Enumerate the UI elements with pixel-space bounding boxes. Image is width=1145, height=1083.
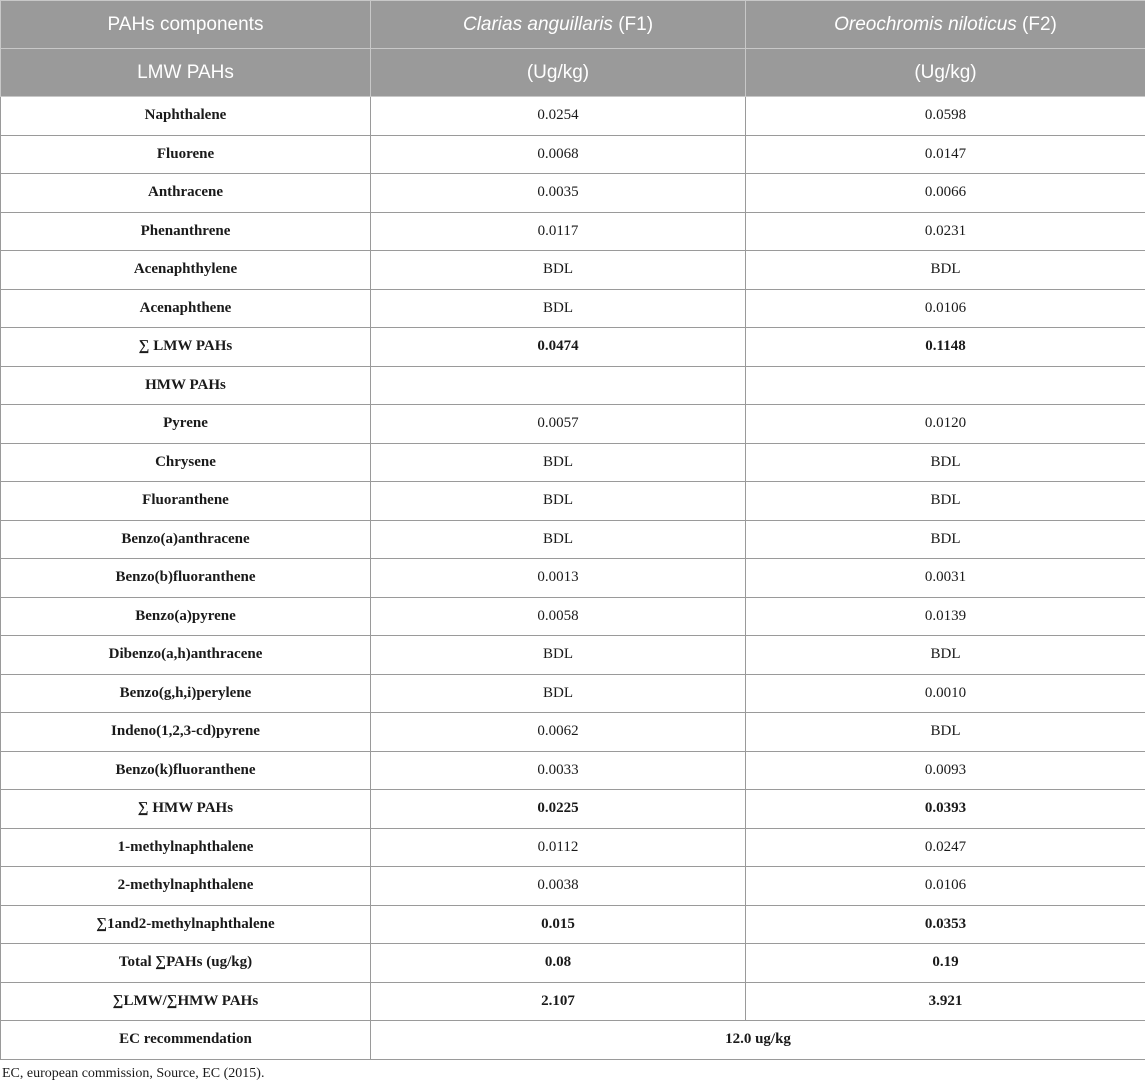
table-row: [1, 135, 1145, 174]
row-label: ∑ HMW PAHs: [1, 790, 371, 829]
row-value-f2: BDL: [746, 713, 1145, 752]
table-row: [1, 405, 1145, 444]
row-value-f2: 0.0247: [746, 828, 1145, 867]
row-label: Fluoranthene: [1, 482, 371, 521]
header-f1-species: Clarias anguillaris: [462, 13, 613, 35]
row-value-f2: 0.0147: [746, 135, 1145, 174]
row-value-f2: 0.0139: [746, 597, 1145, 636]
row-value-f2: 0.0066: [746, 174, 1145, 213]
table-row: [1, 482, 1145, 521]
row-label: Total ∑PAHs (ug/kg): [1, 944, 371, 983]
row-value-f1: 0.0068: [371, 135, 746, 174]
row-value-f1: 0.0254: [371, 97, 746, 136]
row-value-f2: 0.0031: [746, 559, 1145, 598]
table-row: [1, 905, 1145, 944]
row-label: ∑1and2-methylnaphthalene: [1, 905, 371, 944]
row-value-f1: 0.08: [371, 944, 746, 983]
row-value-f2: 0.0106: [746, 867, 1145, 906]
row-label: Acenaphthene: [1, 289, 371, 328]
table-row: [1, 251, 1145, 290]
row-value-f1: 0.0474: [371, 328, 746, 367]
row-value-f1: BDL: [371, 636, 746, 675]
header-row-2: [1, 49, 1145, 97]
header-pahs-components: PAHs components: [1, 1, 371, 49]
table-row: [1, 944, 1145, 983]
row-label: 2-methylnaphthalene: [1, 867, 371, 906]
table-row: [1, 828, 1145, 867]
row-label: ∑ LMW PAHs: [1, 328, 371, 367]
row-value-f1: 0.0058: [371, 597, 746, 636]
row-label: Pyrene: [1, 405, 371, 444]
row-value-f2: 0.19: [746, 944, 1145, 983]
row-label: Indeno(1,2,3-cd)pyrene: [1, 713, 371, 752]
row-value-f2: 0.0106: [746, 289, 1145, 328]
row-value-f2: 0.0598: [746, 97, 1145, 136]
row-label: 1-methylnaphthalene: [1, 828, 371, 867]
row-value-f2: 0.0010: [746, 674, 1145, 713]
row-value-f1: BDL: [371, 443, 746, 482]
table-row: [1, 559, 1145, 598]
row-value-f1: BDL: [371, 482, 746, 521]
row-label: Chrysene: [1, 443, 371, 482]
row-value-f1: 0.0117: [371, 212, 746, 251]
row-value-f1: 0.0057: [371, 405, 746, 444]
row-value-f1: 0.0062: [371, 713, 746, 752]
row-value-f1: 0.0038: [371, 867, 746, 906]
row-label: Benzo(b)fluoranthene: [1, 559, 371, 598]
table-row: [1, 674, 1145, 713]
row-label: HMW PAHs: [1, 366, 371, 405]
table-row: [1, 751, 1145, 790]
row-value-f1: 0.0225: [371, 790, 746, 829]
row-value-f1: 0.0035: [371, 174, 746, 213]
table-row: [1, 597, 1145, 636]
row-label: Benzo(a)pyrene: [1, 597, 371, 636]
row-value-f1: [371, 366, 746, 405]
table-row: [1, 790, 1145, 829]
header-f2-unit: (Ug/kg): [746, 49, 1145, 97]
table-row: [1, 443, 1145, 482]
row-value-f1: 2.107: [371, 982, 746, 1021]
header-f2-species: Oreochromis niloticus: [834, 13, 1017, 35]
header-f2-suffix: (F2): [1016, 13, 1057, 35]
row-value-f1: 0.0112: [371, 828, 746, 867]
table-row: [1, 713, 1145, 752]
row-value-f1: BDL: [371, 674, 746, 713]
row-value-f2: 0.0353: [746, 905, 1145, 944]
row-value-f2: [746, 366, 1145, 405]
row-value-f2: 0.0393: [746, 790, 1145, 829]
row-value-f1: BDL: [371, 289, 746, 328]
row-value-f2: 0.1148: [746, 328, 1145, 367]
row-value-f1: 0.0013: [371, 559, 746, 598]
row-value-f2: BDL: [746, 636, 1145, 675]
row-value-f1: BDL: [371, 520, 746, 559]
row-value-f1: 0.0033: [371, 751, 746, 790]
table-body: [1, 97, 1145, 1060]
table-row: [1, 867, 1145, 906]
row-label: Phenanthrene: [1, 212, 371, 251]
row-value-f1: BDL: [371, 251, 746, 290]
row-value-f2: BDL: [746, 443, 1145, 482]
header-f2: [746, 1, 1145, 49]
ec-recommendation-label: EC recommendation: [1, 1021, 371, 1060]
table-row: [1, 97, 1145, 136]
header-f1: [371, 1, 746, 49]
table-footnote: EC, european commission, Source, EC (2015).: [2, 1066, 265, 1081]
row-label: Dibenzo(a,h)anthracene: [1, 636, 371, 675]
ec-recommendation-value: 12.0 ug/kg: [371, 1021, 1145, 1060]
row-value-f2: 0.0231: [746, 212, 1145, 251]
row-label: Fluorene: [1, 135, 371, 174]
table-row: [1, 174, 1145, 213]
row-value-f1: 0.015: [371, 905, 746, 944]
row-value-f2: BDL: [746, 251, 1145, 290]
row-value-f2: 0.0093: [746, 751, 1145, 790]
row-label: Benzo(g,h,i)perylene: [1, 674, 371, 713]
row-value-f2: 3.921: [746, 982, 1145, 1021]
row-value-f2: BDL: [746, 482, 1145, 521]
row-label: Benzo(a)anthracene: [1, 520, 371, 559]
row-value-f2: 0.0120: [746, 405, 1145, 444]
header-lmw-pahs: LMW PAHs: [1, 49, 371, 97]
row-label: Acenaphthylene: [1, 251, 371, 290]
row-label: Anthracene: [1, 174, 371, 213]
header-f1-suffix: (F1): [612, 13, 654, 35]
table-row: [1, 982, 1145, 1021]
row-value-f2: BDL: [746, 520, 1145, 559]
table-row: [1, 366, 1145, 405]
header-row-1: [1, 1, 1145, 49]
table-row: [1, 212, 1145, 251]
table-row: [1, 520, 1145, 559]
row-label: Naphthalene: [1, 97, 371, 136]
row-label: ∑LMW/∑HMW PAHs: [1, 982, 371, 1021]
table-row: [1, 636, 1145, 675]
row-label: Benzo(k)fluoranthene: [1, 751, 371, 790]
table-row: [1, 328, 1145, 367]
header-f1-unit: (Ug/kg): [371, 49, 746, 97]
ec-recommendation-row: [1, 1021, 1145, 1060]
table-row: [1, 289, 1145, 328]
